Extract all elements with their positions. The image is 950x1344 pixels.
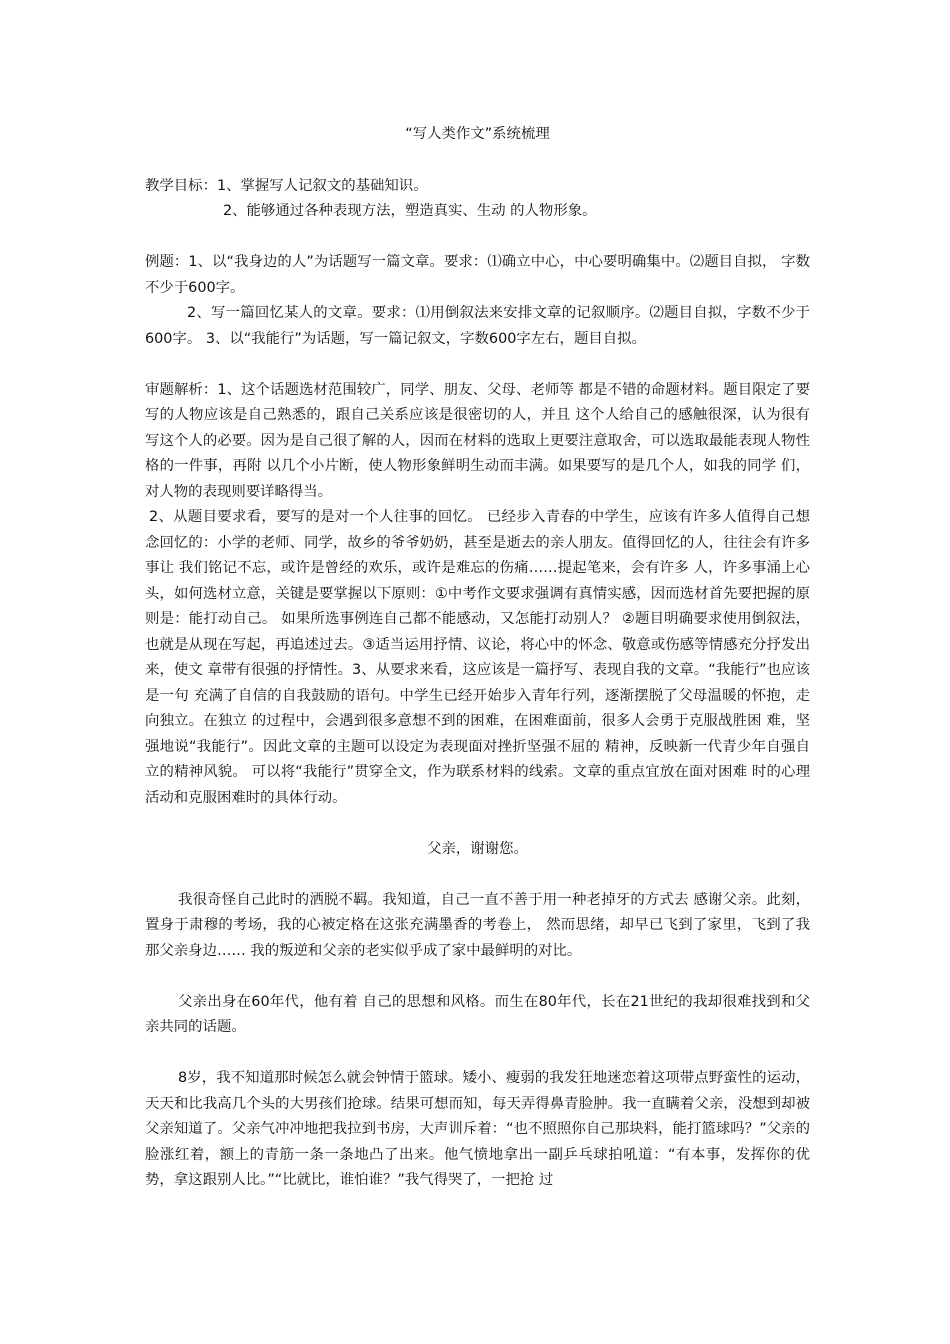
teaching-goal-1: 教学目标：1、掌握写人记叙文的基础知识。	[145, 177, 428, 194]
spacer	[145, 862, 810, 888]
spacer	[145, 1041, 810, 1067]
document-title: “写人类作文”系统梳理	[405, 126, 550, 142]
example-1: 例题：1、以“我身边的人”为话题写一篇文章。要求：⑴确立中心，中心要明确集中。⑵题目自拟， 字数不少于600字。	[145, 254, 810, 296]
analysis-2: 2、从题目要求看，要写的是对一个人往事的回忆。 已经步入青春的中学生，应该有许多人值得自己想念回忆的：小学的老师、同学，故乡的爷爷奶奶，甚至是逝去的亲人朋友。值得回忆的人，往往会有许多事让 我们铭记不忘，或许是曾经的欢乐，或许是难忘的伤痛……提起笔来，会有许多 人，许多事涌上心头，如何选材立意，关键是要掌握以下原则：①中考作文要求强调有真情实感，因而选材首先要把握的原则是：能打动自己。 如果所选事例连自己都不能感动，又怎能打动别人？ ②题目明确要求使用倒叙法，也就是从现在写起，再追述过去。③适当运用抒情、议论，将心中的怀念、敬意或伤感等情感充分抒发出来，使文 章带有很强的抒情性。3、从要求来看，这应该是一篇抒写、表现自我的文章。“我能行”也应该是一句 充满了自信的自我鼓励的语句。中学生已经开始步入青年行列，逐渐摆脱了父母温暖的怀抱，走向独立。在独立 的过程中，会遇到很多意想不到的困难，在困难面前，很多人会勇于克服战胜困 难，坚强地说“我能行”。因此文章的主题可以设定为表现面对挫折坚强不屈的 精神，反映新一代青少年自强自立的精神风貌。 可以将“我能行”贯穿全文，作为联系材料的线索。文章的重点宜放在面对困难 时的心理活动和克服困难时的具体行动。	[145, 509, 810, 806]
spacer	[145, 811, 810, 837]
example-2: 2、写一篇回忆某人的文章。要求：⑴用倒叙法来安排文章的记叙顺序。⑵题目自拟，字数不少于600字。 3、以“我能行”为话题，写一篇记叙文，字数600字左右，题目自拟。	[145, 305, 810, 347]
essay-title: 父亲，谢谢您。	[427, 840, 528, 857]
essay-paragraph-3: 8岁，我不知道那时候怎么就会钟情于篮球。矮小、瘦弱的我发狂地迷恋着这项带点野蛮性的运动，天天和比我高几个头的大男孩们抢球。结果可想而知，每天弄得鼻青脸肿。我一直瞒着父亲，没想到却被父亲知道了。父亲气冲冲地把我拉到书房，大声训斥着：“也不照照你自己那块料，能打篮球吗？”父亲的脸涨红着，额上的青筋一条一条地凸了出来。他气愤地拿出一副乒乓球拍吼道：“有本事，发挥你的优势，拿这跟别人比。”“比就比，谁怕谁？”我气得哭了，一把抢 过	[145, 1070, 810, 1188]
teaching-goal-2: 2、能够通过各种表现方法，塑造真实、生动 的人物形象。	[223, 203, 597, 219]
document-page	[145, 122, 810, 1194]
essay-paragraph-1: 我很奇怪自己此时的洒脱不羁。我知道，自己一直不善于用一种老掉牙的方式去 感谢父亲。此刻，置身于肃穆的考场，我的心被定格在这张充满墨香的考卷上， 然而思绪，却早已飞到了家里，飞到了我那父亲身边…… 我的叛逆和父亲的老实似乎成了家中最鲜明的对比。	[145, 891, 810, 959]
essay-paragraph-2: 父亲出身在60年代，他有着 自己的思想和风格。而生在80年代，长在21世纪的我却很难找到和父亲共同的话题。	[145, 993, 810, 1035]
spacer	[145, 964, 810, 990]
spacer	[145, 352, 810, 378]
analysis-1: 审题解析：1、这个话题选材范围较广，同学、朋友、父母、老师等 都是不错的命题材料。题目限定了要写的人物应该是自己熟悉的，跟自己关系应该是很密切的人，并且 这个人给自己的感触很深，认为很有写这个人的必要。因为是自己很了解的人，因而在材料的选取上更要注意取舍，可以选取最能表现人物性格的一件事，再附 以几个小片断，使人物形象鲜明生动而丰满。如果要写的是几个人，如我的同学 们，对人物的表现则要详略得当。	[145, 381, 810, 500]
spacer	[145, 225, 810, 251]
